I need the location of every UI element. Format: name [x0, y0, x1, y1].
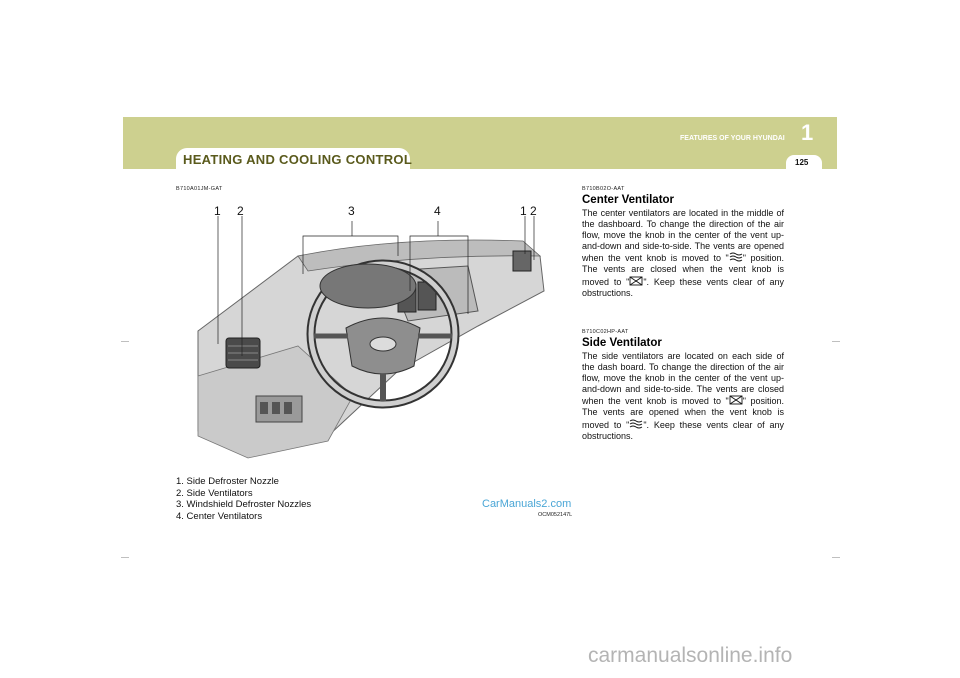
- callout-1-left: 1: [214, 204, 221, 218]
- crop-mark: [121, 341, 129, 342]
- side-ventilator-title: Side Ventilator: [582, 337, 662, 349]
- footer-site-watermark: carmanualsonline.info: [588, 644, 793, 667]
- chapter-number: 1: [801, 120, 814, 145]
- side-ventilator-section: [582, 337, 784, 442]
- callout-1-2-right: 1 2: [520, 204, 537, 218]
- dashboard-illustration: [178, 196, 578, 466]
- legend-item: 2. Side Ventilators: [176, 487, 253, 499]
- figure-code: OCM052147L: [538, 512, 573, 518]
- figure-section-code: B710A01JM-GAT: [176, 186, 223, 192]
- vent-closed-icon: [729, 395, 743, 405]
- vent-open-icon: [729, 252, 743, 262]
- dashboard-drawing: [178, 196, 578, 466]
- right-side-vent: [513, 251, 531, 271]
- callout-3: 3: [348, 204, 355, 218]
- side-ventilator-code: B710C02HP-AAT: [582, 329, 629, 335]
- legend-item: 3. Windshield Defroster Nozzles: [176, 499, 312, 510]
- center-ventilator-section: [582, 194, 784, 299]
- side-ventilator-text: The side ventilators are located on each side of the dash board. To change the direction of the air flow, move the knob in the center of the vent up-and-down and side-to-side. The vents are closed when the vent knob is moved to " " position. The vents are opened when the vent knob is moved to " ". Keep these vents clear of any obstructions.: [582, 351, 784, 441]
- legend-item: 4. Center Ventilators: [176, 510, 263, 522]
- crop-mark: [832, 341, 840, 342]
- steering-logo: [370, 337, 396, 351]
- chapter-label: FEATURES OF YOUR HYUNDAI: [680, 135, 785, 142]
- watermark-link[interactable]: CarManuals2.com: [482, 498, 572, 510]
- callout-4: 4: [434, 204, 441, 218]
- chapter-title: HEATING AND COOLING CONTROL: [183, 152, 413, 167]
- center-ventilator-text: The center ventilators are located in the middle of the dashboard. To change the direction of the air flow, move the knob in the center of the vent up-and-down and side-to-side. The vents are opened when the vent knob is moved to " " position. The vents are closed when the vent knob is moved to " ". Keep these vents clear of any obstructions.: [582, 208, 784, 298]
- center-ventilator-title: Center Ventilator: [582, 194, 675, 206]
- figure-legend: [176, 476, 311, 522]
- center-ventilator-code: B710B02O-AAT: [582, 186, 625, 192]
- callout-2-left: 2: [237, 204, 244, 218]
- instrument-cluster: [320, 264, 416, 308]
- page-number: 125: [795, 158, 809, 167]
- vent-open-icon: [629, 419, 643, 429]
- crop-mark: [832, 557, 840, 558]
- crop-mark: [121, 557, 129, 558]
- legend-item: 1. Side Defroster Nozzle: [176, 476, 279, 487]
- vent-closed-icon: [629, 276, 643, 286]
